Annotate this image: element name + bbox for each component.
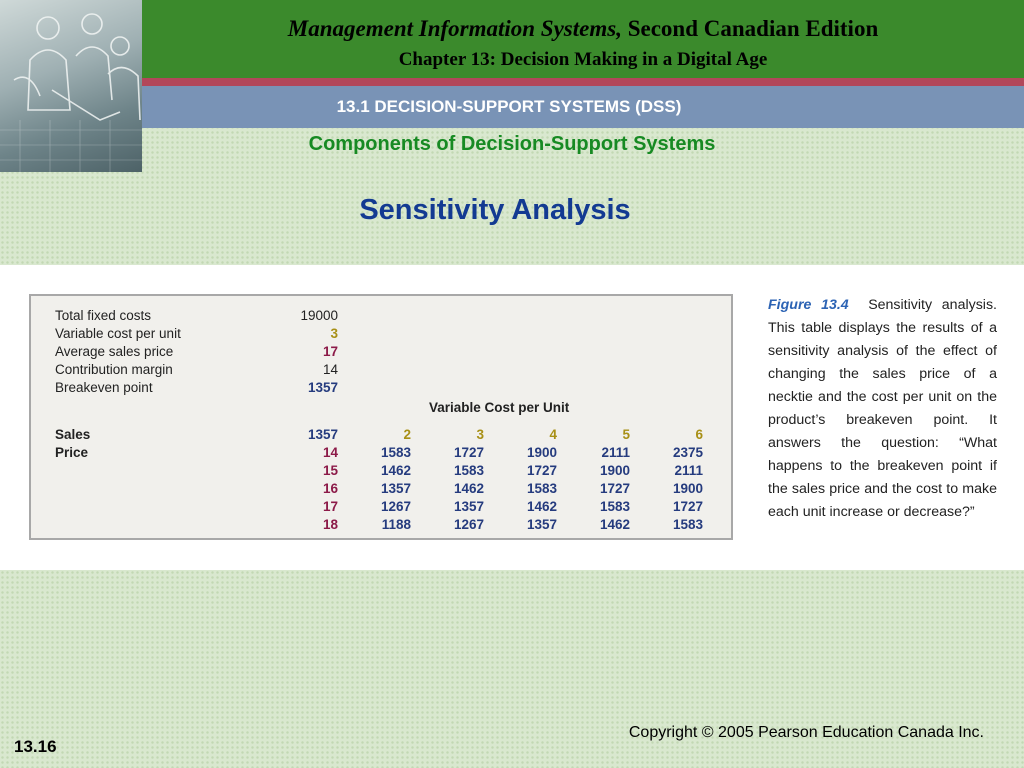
slide-number: 13.16 (14, 737, 57, 756)
breakeven-cell: 1583 (380, 445, 411, 460)
price-value: 14 (322, 445, 338, 460)
price-value: 18 (322, 517, 338, 532)
figure-caption-text: Sensitivity analysis. This table displays the results of a sensitivity analysis of the effect of changing the sales price of a necktie and the cost per unit on the product’s breakeven point. It answers the question: “What happens to the breakeven point if the sales price and the cost to make each unit increase or decrease?” (768, 297, 997, 520)
figure-label: Figure 13.4 (768, 297, 849, 313)
sales-label: Sales (55, 427, 91, 442)
slide-title: Sensitivity Analysis (359, 194, 631, 226)
breakeven-cell: 1727 (526, 463, 557, 478)
breakeven-cell: 1462 (380, 463, 411, 478)
breakeven-cell: 1462 (599, 517, 630, 532)
summary-label: Average sales price (55, 344, 174, 359)
price-label: Price (55, 445, 89, 460)
sensitivity-table (29, 294, 733, 540)
breakeven-cell: 1357 (380, 481, 411, 496)
slide-subtitle: Components of Decision-Support Systems (308, 133, 716, 155)
business-people-image (0, 0, 142, 172)
breakeven-cell: 1462 (453, 481, 484, 496)
breakeven-cell: 1188 (381, 517, 411, 532)
summary-value: 17 (322, 344, 338, 359)
price-value: 15 (322, 463, 338, 478)
breakeven-cell: 1900 (599, 463, 630, 478)
breakeven-cell: 1900 (672, 481, 703, 496)
summary-value: 19000 (300, 308, 338, 323)
breakeven-cell: 1267 (453, 517, 484, 532)
breakeven-cell: 1583 (453, 463, 484, 478)
cost-column-header: 3 (476, 427, 484, 442)
breakeven-cell: 1900 (526, 445, 557, 460)
summary-label: Breakeven point (55, 380, 153, 395)
breakeven-cell: 1727 (672, 499, 703, 514)
summary-value: 1357 (307, 380, 338, 395)
breakeven-cell: 1357 (453, 499, 484, 514)
summary-value: 3 (330, 326, 338, 341)
breakeven-cell: 1462 (526, 499, 557, 514)
summary-label: Variable cost per unit (55, 326, 181, 341)
summary-label: Total fixed costs (55, 308, 152, 323)
cost-column-header: 4 (549, 427, 557, 442)
breakeven-cell: 1583 (672, 517, 703, 532)
book-title-italic: Management Information Systems, (287, 16, 622, 41)
cost-column-header: 6 (695, 427, 703, 442)
copyright-notice: Copyright © 2005 Pearson Education Canada Inc. (628, 724, 984, 741)
breakeven-cell: 1727 (453, 445, 484, 460)
breakeven-cell: 1727 (599, 481, 630, 496)
header-red-stripe (142, 78, 1024, 86)
summary-label: Contribution margin (55, 362, 173, 377)
variable-cost-header: Variable Cost per Unit (429, 400, 570, 415)
price-value: 16 (322, 481, 338, 496)
breakeven-cell: 2111 (674, 463, 703, 478)
chapter-title: Chapter 13: Decision Making in a Digital Age (398, 49, 768, 70)
cost-column-header: 5 (622, 427, 630, 442)
price-value: 17 (322, 499, 338, 514)
sales-value: 1357 (307, 427, 338, 442)
section-heading: 13.1 DECISION-SUPPORT SYSTEMS (DSS) (336, 97, 682, 116)
cost-column-header: 2 (403, 427, 411, 442)
book-title (142, 16, 1024, 42)
breakeven-cell: 1583 (599, 499, 630, 514)
breakeven-cell: 1357 (526, 517, 557, 532)
breakeven-cell: 2375 (672, 445, 703, 460)
breakeven-cell: 1267 (380, 499, 411, 514)
breakeven-cell: 2111 (601, 445, 630, 460)
header-photo (0, 0, 142, 172)
book-title-edition: Second Canadian Edition (621, 16, 879, 41)
figure-caption (768, 294, 997, 524)
summary-value: 14 (322, 362, 338, 377)
breakeven-cell: 1583 (526, 481, 557, 496)
